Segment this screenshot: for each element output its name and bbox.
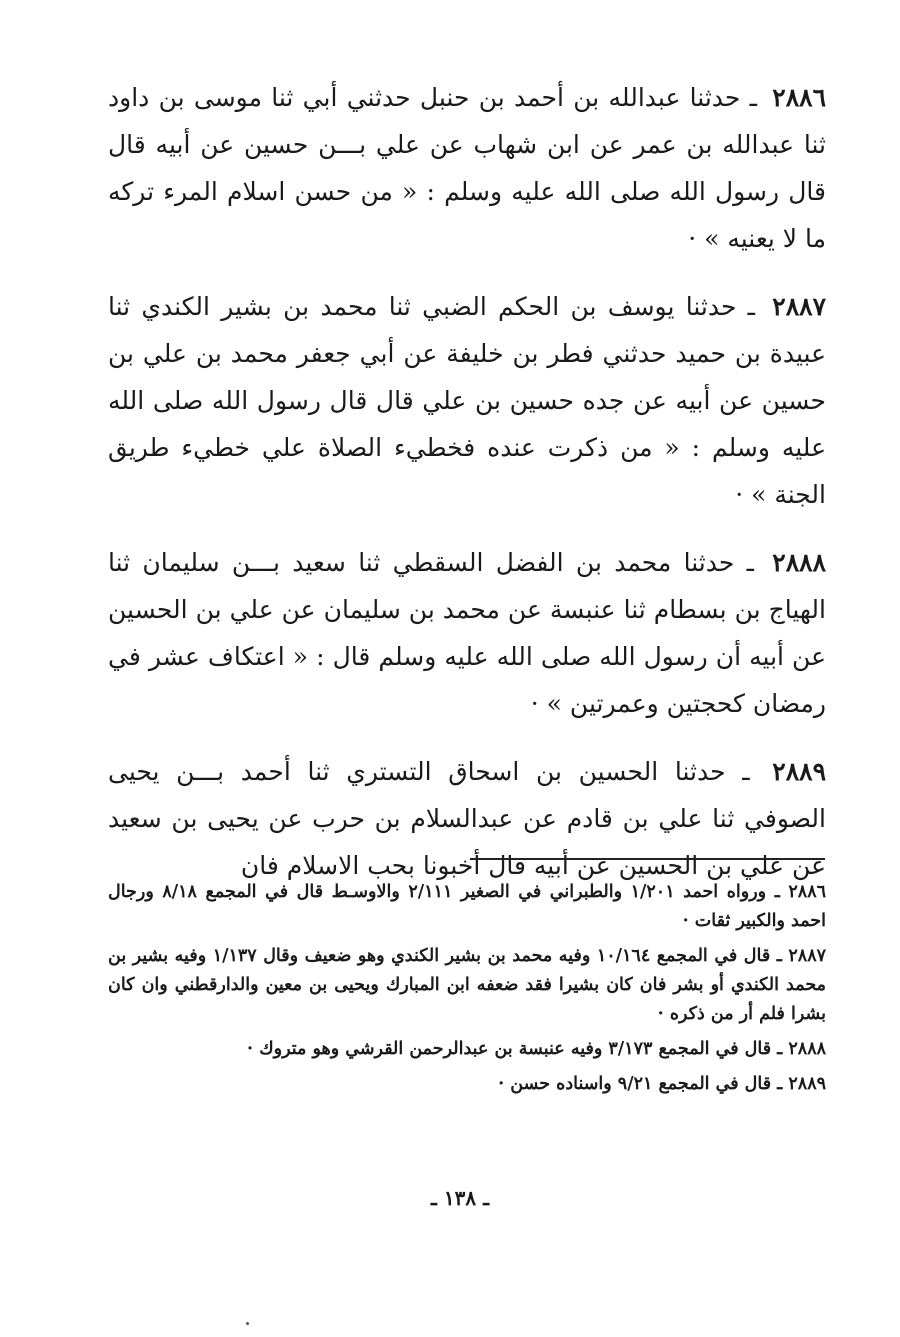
hadith-number: ٢٨٨٧ (772, 292, 826, 321)
footnote-2887 (108, 942, 826, 1029)
page-number: ـ ١٣٨ ـ (431, 1186, 489, 1210)
hadith-text: ـ حدثنا الحسين بن اسحاق التستري ثنا أحمد بـــن يحيى الصوفي ثنا علي بن قادم عن عبدالسلام بن حرب عن يحيى بن سعيد عن علي بن الحسين عن أبيه قال أخبونا بحب الاسلام فان (108, 757, 826, 880)
footnote-number: ٢٨٨٩ (788, 1074, 826, 1094)
footnote-2886 (108, 878, 826, 936)
footnote-text: ـ ورواه احمد ١/٢٠١ والطبراني في الصغير ٢/١١١ والاوسـط قال في المجمع ٨/١٨ ورجال احمد والكبير ثقات · (108, 882, 826, 931)
hadith-number: ٢٨٨٦ (772, 83, 826, 112)
hadith-number: ٢٨٨٩ (772, 757, 826, 786)
footnote-text: ـ قال في المجمع ١٠/١٦٤ وفيه محمد بن بشير الكندي وهو ضعيف وقال ١/١٣٧ وفيه بشير بن محمد الكندي أو بشر فان كان بشيرا فقد ضعفه ابن المبارك ويحيى بن معين والدارقطني وان كان بشرا فلم أر من ذكره · (108, 946, 826, 1024)
footnote-text: ـ قال في المجمع ٣/١٧٣ وفيه عنبسة بن عبدالرحمن القرشي وهو متروك · (247, 1039, 783, 1059)
footnote-2888 (108, 1035, 826, 1064)
hadith-text-body (108, 74, 826, 910)
scan-speck (246, 1322, 249, 1325)
footnote-2889 (108, 1070, 826, 1099)
hadith-number: ٢٨٨٨ (772, 548, 826, 577)
hadith-entry-2889 (108, 748, 826, 889)
footnote-number: ٢٨٨٧ (788, 946, 827, 966)
footnote-text: ـ قال في المجمع ٩/٢١ واسناده حسن · (498, 1074, 783, 1094)
footnote-number: ٢٨٨٨ (788, 1039, 826, 1059)
hadith-text: ـ حدثنا محمد بن الفضل السقطي ثنا سعيد بـــن سليمان ثنا الهياج بن بسطام ثنا عنبسة عن محمد بن سليمان عن علي بن الحسين عن أبيه أن رسول الله صلى الله عليه وسلم قال : « اعتكاف عشر في رمضان كحجتين وعمرتين » · (108, 548, 826, 718)
hadith-entry-2887 (108, 283, 826, 518)
hadith-entry-2886 (108, 74, 826, 262)
footnote-separator (470, 858, 825, 860)
hadith-text: ـ حدثنا عبدالله بن أحمد بن حنبل حدثني أبي ثنا موسى بن داود ثنا عبدالله بن عمر عن ابن شهاب عن علي بـــن حسين عن أبيه قال قال رسول الله صلى الله عليه وسلم : « من حسن اسلام المرء تركه ما لا يعنيه » · (108, 83, 826, 253)
hadith-entry-2888 (108, 539, 826, 727)
hadith-text: ـ حدثنا يوسف بن الحكم الضبي ثنا محمد بن بشير الكندي ثنا عبيدة بن حميد حدثني فطر بن خليفة عن أبي جعفر محمد بن علي بن حسين عن أبيه عن جده حسين بن علي قال قال رسول الله صلى الله عليه وسلم : « من ذكرت عنده فخطيء الصلاة علي خطيء طريق الجنة » · (108, 292, 826, 509)
footnotes-section (108, 878, 826, 1105)
footnote-number: ٢٨٨٦ (788, 882, 827, 902)
